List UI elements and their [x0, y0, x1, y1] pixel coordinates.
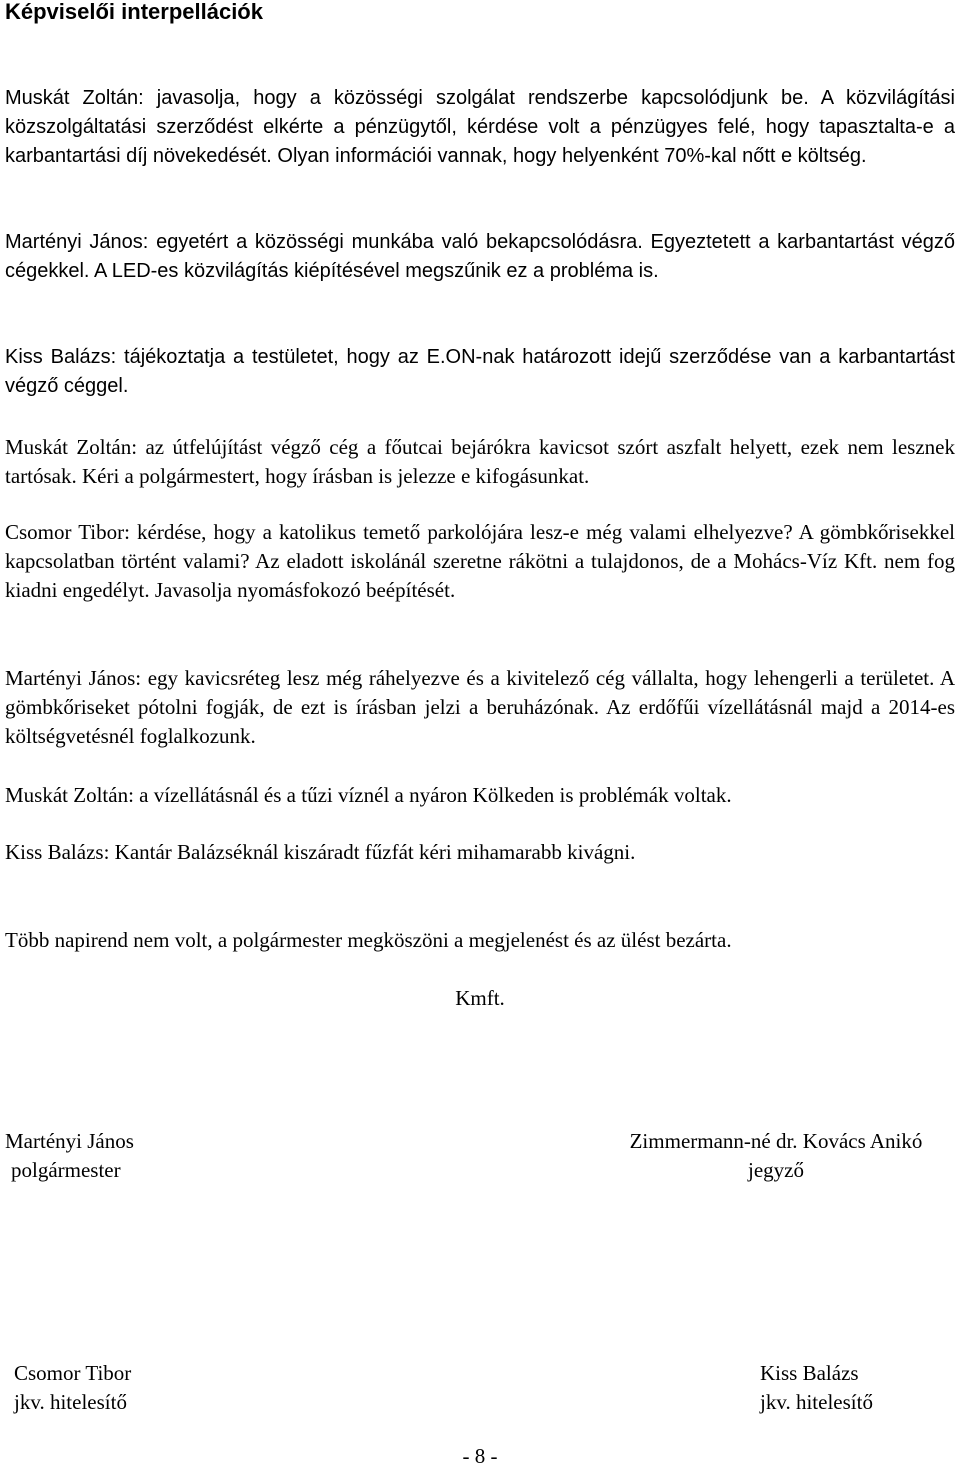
signature-name: Csomor Tibor: [14, 1361, 132, 1385]
paragraph-muskat-3: Muskát Zoltán: a vízellátásnál és a tűzi víznél a nyáron Kölkeden is problémák voltak.: [5, 783, 732, 807]
paragraph-martenyi-1: Martényi János: egyetért a közösségi munkába való bekapcsolódásra. Egyeztetett a karbantartást végző cégekkel. A LED-es közvilágítás kiépítésével megszűnik ez a probléma is.: [5, 231, 955, 282]
signature-notary: [598, 1127, 954, 1185]
section-heading: Képviselői interpellációk: [5, 0, 263, 24]
paragraph-muskat-2: Muskát Zoltán: az útfelújítást végző cég a főutcai bejárókra kavicsot szórt aszfalt helyett, ezek nem lesznek tartósak. Kéri a polgármestert, hogy írásban is jelezze e kifogásunkat.: [5, 435, 955, 488]
signature-authenticator-1: [14, 1359, 131, 1417]
paragraph-csomor: Csomor Tibor: kérdése, hogy a katolikus temető parkolójára lesz-e még valami elhelyezve? A gömbkőrisekkel kapcsolatban történt valami? Az eladott iskolánál szeretne rákötni a tulajdonos, de a Mohács-Víz Kft. nem fog kiadni engedélyt. Javasolja nyomásfokozó beépítését.: [5, 520, 955, 602]
signature-name: Martényi János: [5, 1129, 134, 1153]
paragraph-kiss-1: Kiss Balázs: tájékoztatja a testületet, hogy az E.ON-nak határozott idejű szerződése van a karbantartást végző céggel.: [5, 346, 955, 397]
signature-title: jkv. hitelesítő: [760, 1390, 873, 1414]
paragraph-martenyi-2: Martényi János: egy kavicsréteg lesz még ráhelyezve és a kivitelező cég vállalta, hogy lehengerli a területet. A gömbkőriseket pótolni fogják, de ezt is írásban jelzi a beruházónak. Az erdőfűi vízellátásnál majd a 2014-es költségvetésnél foglalkozunk.: [5, 666, 955, 748]
signature-mayor: [5, 1127, 134, 1185]
page-number: - 8 -: [462, 1444, 498, 1468]
signature-title: jkv. hitelesítő: [14, 1390, 127, 1414]
paragraph-closing-statement: Több napirend nem volt, a polgármester megköszöni a megjelenést és az ülést bezárta.: [5, 928, 732, 952]
paragraph-kiss-2: Kiss Balázs: Kantár Balázséknál kiszáradt fűzfát kéri mihamarabb kivágni.: [5, 840, 636, 864]
signature-name: Kiss Balázs: [760, 1361, 859, 1385]
signature-title: polgármester: [11, 1158, 121, 1182]
signature-name: Zimmermann-né dr. Kovács Anikó: [629, 1129, 923, 1153]
paragraph-muskat-1: Muskát Zoltán: javasolja, hogy a közösségi szolgálat rendszerbe kapcsolódjunk be. A közvilágítási közszolgáltatási szerződést elkérte a pénzügytől, kérdése volt a pénzügyes felé, hogy tapasztalta-e a karbantartási díj növekedését. Olyan információi vannak, hogy helyenként 70%-kal nőtt e költség.: [5, 87, 955, 167]
signature-authenticator-2: [760, 1359, 873, 1417]
kmft-label: Kmft.: [455, 986, 505, 1010]
signature-title: jegyző: [748, 1158, 804, 1182]
